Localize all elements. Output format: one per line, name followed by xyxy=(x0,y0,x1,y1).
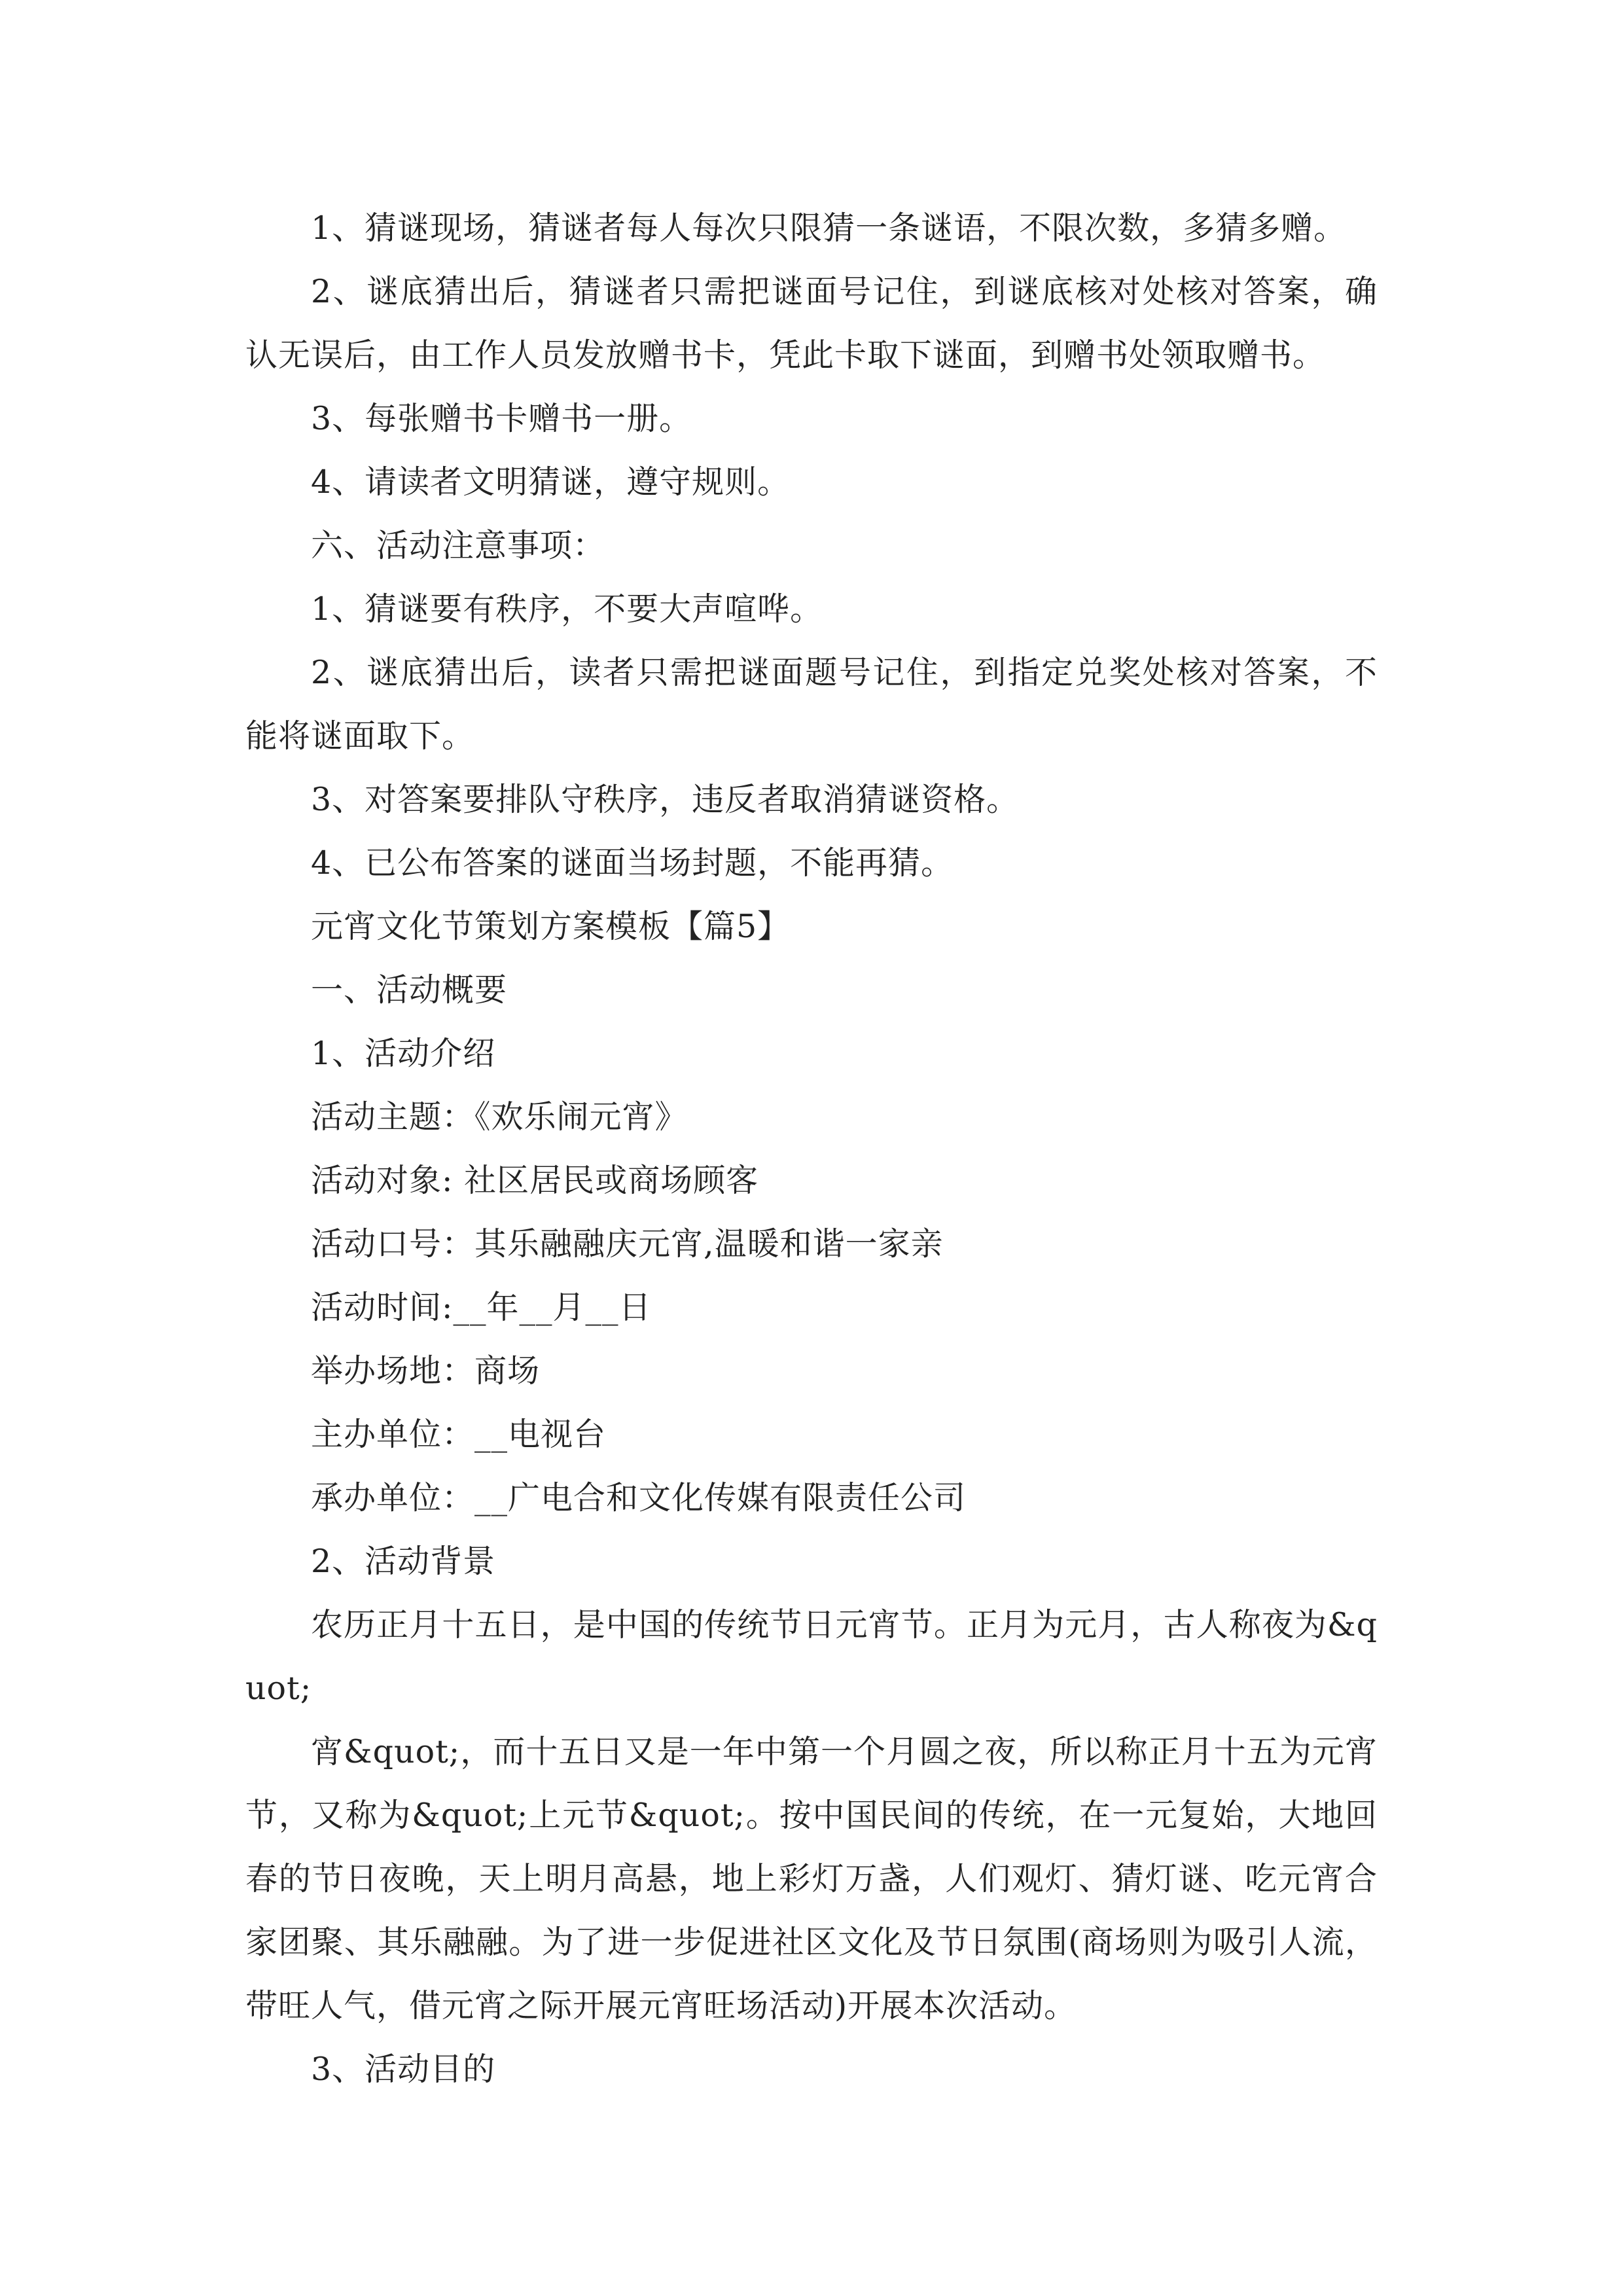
paragraph-note-2: 2、谜底猜出后，读者只需把谜面题号记住，到指定兑奖处核对答案，不能将谜面取下。 xyxy=(245,654,1378,755)
section-heading-overview: 一、活动概要 xyxy=(311,971,508,1009)
field-organizer: 承办单位：__广电合和文化传媒有限责任公司 xyxy=(311,1479,967,1516)
paragraph-background-1: 农历正月十五日，是中国的传统节日元宵节。正月为元月，古人称夜为&quot; xyxy=(245,1606,1378,1707)
document-body xyxy=(245,196,1378,2101)
subheading-introduction: 1、活动介绍 xyxy=(311,1035,496,1072)
paragraph-rule-4: 4、请读者文明猜谜，遵守规则。 xyxy=(311,463,791,501)
field-venue: 举办场地：商场 xyxy=(311,1352,541,1390)
paragraph-note-1: 1、猜谜要有秩序，不要大声喧哗。 xyxy=(311,590,823,628)
paragraph-rule-3: 3、每张赠书卡赠书一册。 xyxy=(311,400,692,437)
subheading-background: 2、活动背景 xyxy=(311,1543,496,1580)
field-audience: 活动对象: 社区居民或商场顾客 xyxy=(311,1162,759,1199)
paragraph-note-4: 4、已公布答案的谜面当场封题，不能再猜。 xyxy=(311,844,954,882)
paragraph-rule-2: 2、谜底猜出后，猜谜者只需把谜面号记住，到谜底核对处核对答案，确认无误后，由工作人员发放赠书卡，凭此卡取下谜面，到赠书处领取赠书。 xyxy=(245,273,1378,374)
paragraph-background-2: 宵&quot;，而十五日又是一年中第一个月圆之夜，所以称正月十五为元宵节，又称为&quot;上元节&quot;。按中国民间的传统，在一元复始，大地回春的节日夜晚，天上明月高悬，地上彩灯万盏，人们观灯、猜灯谜、吃元宵合家团聚、其乐融融。为了进一步促进社区文化及节日氛围(商场则为吸引人流，带旺人气，借元宵之际开展元宵旺场活动)开展本次活动。 xyxy=(245,1733,1378,2024)
field-host: 主办单位：__电视台 xyxy=(311,1416,607,1453)
field-theme: 活动主题：《欢乐闹元宵》 xyxy=(311,1098,688,1136)
paragraph-rule-1: 1、猜谜现场，猜谜者每人每次只限猜一条谜语，不限次数，多猜多赠。 xyxy=(311,209,1347,247)
field-time: 活动时间:__年__月__日 xyxy=(311,1289,652,1326)
section-heading-notes: 六、活动注意事项： xyxy=(311,527,606,564)
field-slogan: 活动口号：其乐融融庆元宵,温暖和谐一家亲 xyxy=(311,1225,944,1263)
document-section-title: 元宵文化节策划方案模板【篇5】 xyxy=(311,908,791,945)
subheading-purpose: 3、活动目的 xyxy=(311,2051,496,2088)
paragraph-note-3: 3、对答案要排队守秩序，违反者取消猜谜资格。 xyxy=(311,781,1020,818)
